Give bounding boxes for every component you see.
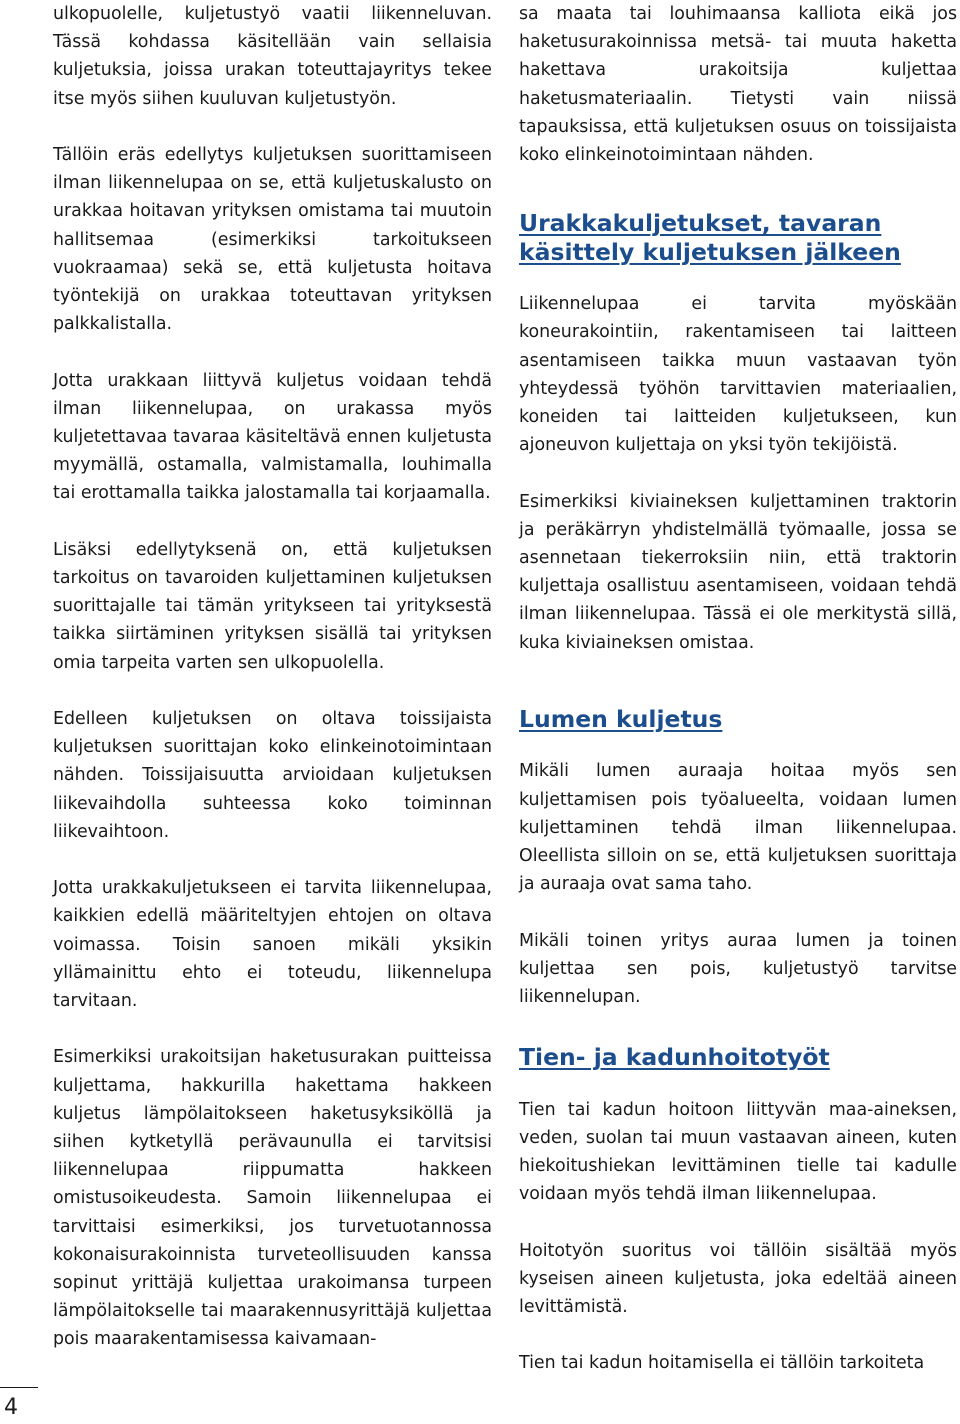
section-heading-tien-ja-kadunhoitotyot: Tien- ja kadunhoitotyöt [519, 1043, 830, 1072]
section-heading-lumen-kuljetus: Lumen kuljetus [519, 704, 723, 733]
right-column [519, 0, 957, 1378]
paragraph: Lisäksi edellytyksenä on, että kuljetuksen tarkoitus on tavaroiden kuljettaminen kuljetuksen suorittajalle tai tämän yritykseen tai yrityksestä taikka siirtäminen yrityksen sisällä tai yrityksen omia tarpeita varten sen ulkopuolella. [53, 539, 492, 673]
paragraph: Mikäli toinen yritys auraa lumen ja toinen kuljettaa sen pois, kuljetustyö tarvitse liikennelupan. [519, 930, 957, 1007]
paragraph: Hoitotyön suoritus voi tällöin sisältää myös kyseisen aineen kuljetusta, joka edeltää aineen levittämistä. [519, 1240, 957, 1318]
paragraph: Mikäli lumen auraaja hoitaa myös sen kuljettamisen pois työalueelta, voidaan lumen kuljettaminen tehdä ilman liikennelupaa. Oleellista silloin on se, että kuljetuksen suorittaja ja auraaja ovat sama taho. [519, 761, 957, 895]
paragraph: Edelleen kuljetuksen on oltava toissijaista kuljetuksen suorittajan koko elinkeinotoimintaan nähden. Toissijaisuutta arvioidaan kuljetuksen liikevaihdolla suhteessa koko toiminnan liikevaihtoon. [53, 709, 492, 842]
paragraph: ulkopuolelle, kuljetustyö vaatii liikenneluvan. Tässä kohdassa käsitellään vain sellaisia kuljetuksia, joissa urakan toteuttajayritys tekee itse myös siihen kuuluvan kuljetustyön. [53, 4, 492, 109]
paragraph: Liikennelupaa ei tarvita myöskään koneurakointiin, rakentamiseen tai laitteen asentamiseen taikka muun vastaavan työn yhteydessä työhön tarvittavien materiaalien, koneiden tai laitteiden kuljetukseen, kun ajoneuvon kuljettaja on yksi työn tekijöistä. [519, 294, 957, 456]
paragraph: sa maata tai louhimaansa kalliota eikä jos haketusurakoinnissa metsä- tai muuta haketta hakettava urakoitsija kuljettaa haketusmateriaalin. Tietysti vain niissä tapauksissa, että kuljetuksen osuus on toissijaista koko elinkeinotoimintaan nähden. [519, 4, 957, 166]
page-number: 4 [4, 1395, 18, 1420]
paragraph: Jotta urakkakuljetukseen ei tarvita liikennelupaa, kaikkien edellä määriteltyjen ehtojen on oltava voimassa. Toisin sanoen mikäli yksikin yllämainittu ehto ei toteudu, liikennelupa tarvitaan. [53, 878, 492, 1012]
paragraph: Esimerkiksi kiviaineksen kuljettaminen traktorin ja peräkärryn yhdistelmällä työmaalle, jossa se asennetaan tiekerroksiin niin, että traktorin kuljettaja osallistuu asentamiseen, voidaan tehdä ilman liikennelupaa. Tässä ei ole merkitystä sillä, kuka kiviaineksen omistaa. [519, 491, 957, 653]
page-number-rule [0, 1387, 38, 1388]
paragraph: Tien tai kadun hoitoon liittyvän maa-aineksen, veden, suolan tai muun vastaavan aineen, kuten hiekoitushiekan levittäminen tielle tai kadulle voidaan myös tehdä ilman liikennelupaa. [519, 1099, 957, 1205]
paragraph: Tällöin eräs edellytys kuljetuksen suorittamiseen ilman liikennelupaa on se, että kuljetuskalusto on urakkaa hoitavan yrityksen omistama tai muutoin hallitsemaa (esimerkiksi tarkoitukseen vuokraamaa) sekä se, että kuljetusta hoitava työntekijä on urakkaa toteuttavan yrityksen palkkalistalla. [53, 145, 492, 335]
section-heading-urakkakuljetukset: Urakkakuljetukset, tavaran käsittely kuljetuksen jälkeen [519, 209, 901, 266]
paragraph: Jotta urakkaan liittyvä kuljetus voidaan tehdä ilman liikennelupaa, on urakassa myös kuljetettavaa tavaraa käsiteltävä ennen kuljetusta myymällä, ostamalla, valmistamalla, louhimalla tai erottamalla taikka jalostamalla tai korjaamalla. [53, 370, 492, 504]
paragraph: Tien tai kadun hoitamisella ei tällöin tarkoiteta [519, 1353, 925, 1374]
left-column [53, 0, 492, 1354]
paragraph: Esimerkiksi urakoitsijan haketusurakan puitteissa kuljettama, hakkurilla hakettama hakkeen kuljetus lämpölaitokseen haketusyksiköllä ja siihen kytketyllä perävaunulla ei tarvitsisi liikennelupaa riippumatta hakkeen omistusoikeudesta. Samoin liikennelupaa ei tarvittaisi esimerkiksi, jos turvetuotannossa kokonaisurakoinnista turveteollisuuden kanssa sopinut yrittäjä kuljettaa urakoimansa turpeen lämpölaitokselle tai maarakennusyrittäjä kuljettaa pois maarakentamisessa kaivamaan- [53, 1047, 492, 1350]
